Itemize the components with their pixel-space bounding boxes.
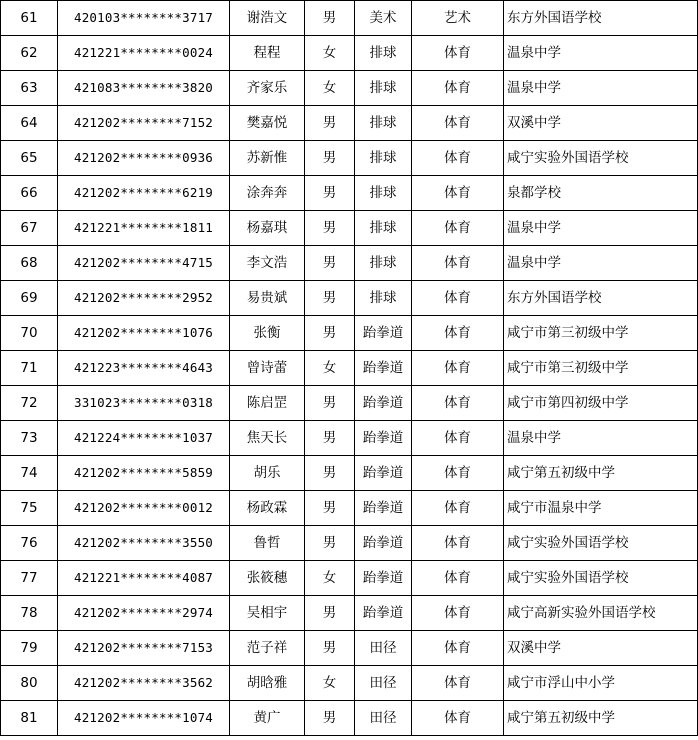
table-row — [1, 351, 698, 386]
row-number: 64 — [1, 106, 58, 141]
row-number: 79 — [1, 631, 58, 666]
specialty-category: 体育 — [412, 106, 504, 141]
specialty-category: 体育 — [412, 281, 504, 316]
gender: 男 — [305, 106, 355, 141]
student-name: 程程 — [230, 36, 305, 71]
table-body — [1, 1, 698, 736]
specialty-item: 跆拳道 — [355, 526, 412, 561]
specialty-item: 跆拳道 — [355, 386, 412, 421]
student-name: 张衡 — [230, 316, 305, 351]
id-number: 420103********3717 — [58, 1, 230, 36]
gender: 男 — [305, 526, 355, 561]
gender: 男 — [305, 386, 355, 421]
id-number: 421202********1076 — [58, 316, 230, 351]
specialty-item: 田径 — [355, 666, 412, 701]
specialty-category: 体育 — [412, 421, 504, 456]
specialty-category: 体育 — [412, 491, 504, 526]
specialty-category: 体育 — [412, 701, 504, 736]
table-row — [1, 141, 698, 176]
specialty-item: 跆拳道 — [355, 491, 412, 526]
row-number: 76 — [1, 526, 58, 561]
row-number: 81 — [1, 701, 58, 736]
school-name: 双溪中学 — [504, 106, 698, 141]
row-number: 65 — [1, 141, 58, 176]
id-number: 421202********2952 — [58, 281, 230, 316]
specialty-item: 排球 — [355, 211, 412, 246]
row-number: 66 — [1, 176, 58, 211]
table-row — [1, 1, 698, 36]
specialty-category: 体育 — [412, 666, 504, 701]
row-number: 75 — [1, 491, 58, 526]
id-number: 421202********5859 — [58, 456, 230, 491]
school-name: 温泉中学 — [504, 36, 698, 71]
specialty-category: 体育 — [412, 316, 504, 351]
table-row — [1, 316, 698, 351]
specialty-item: 跆拳道 — [355, 316, 412, 351]
student-name: 苏新惟 — [230, 141, 305, 176]
id-number: 421202********6219 — [58, 176, 230, 211]
row-number: 70 — [1, 316, 58, 351]
gender: 男 — [305, 596, 355, 631]
gender: 男 — [305, 176, 355, 211]
table-row — [1, 386, 698, 421]
student-name: 张筱穗 — [230, 561, 305, 596]
table-row — [1, 211, 698, 246]
specialty-category: 体育 — [412, 246, 504, 281]
student-name: 黄广 — [230, 701, 305, 736]
gender: 男 — [305, 141, 355, 176]
school-name: 温泉中学 — [504, 421, 698, 456]
school-name: 温泉中学 — [504, 71, 698, 106]
row-number: 63 — [1, 71, 58, 106]
student-name: 杨政霖 — [230, 491, 305, 526]
school-name: 咸宁市第四初级中学 — [504, 386, 698, 421]
school-name: 咸宁市第三初级中学 — [504, 316, 698, 351]
table-row — [1, 491, 698, 526]
specialty-item: 跆拳道 — [355, 421, 412, 456]
specialty-category: 体育 — [412, 211, 504, 246]
student-name: 焦天长 — [230, 421, 305, 456]
row-number: 68 — [1, 246, 58, 281]
row-number: 62 — [1, 36, 58, 71]
gender: 女 — [305, 71, 355, 106]
specialty-category: 体育 — [412, 456, 504, 491]
row-number: 78 — [1, 596, 58, 631]
id-number: 421221********1811 — [58, 211, 230, 246]
table-row — [1, 526, 698, 561]
table-row — [1, 106, 698, 141]
table-row — [1, 421, 698, 456]
school-name: 温泉中学 — [504, 246, 698, 281]
table-row — [1, 176, 698, 211]
gender: 男 — [305, 421, 355, 456]
student-name: 胡乐 — [230, 456, 305, 491]
student-name: 杨嘉琪 — [230, 211, 305, 246]
table-row — [1, 456, 698, 491]
row-number: 71 — [1, 351, 58, 386]
id-number: 421202********4715 — [58, 246, 230, 281]
id-number: 331023********0318 — [58, 386, 230, 421]
student-name: 涂奔奔 — [230, 176, 305, 211]
row-number: 73 — [1, 421, 58, 456]
id-number: 421202********0012 — [58, 491, 230, 526]
gender: 男 — [305, 316, 355, 351]
school-name: 咸宁实验外国语学校 — [504, 141, 698, 176]
id-number: 421202********1074 — [58, 701, 230, 736]
specialty-item: 田径 — [355, 701, 412, 736]
specialty-category: 体育 — [412, 526, 504, 561]
student-name: 谢浩文 — [230, 1, 305, 36]
school-name: 温泉中学 — [504, 211, 698, 246]
gender: 女 — [305, 666, 355, 701]
school-name: 东方外国语学校 — [504, 1, 698, 36]
gender: 男 — [305, 701, 355, 736]
specialty-item: 跆拳道 — [355, 456, 412, 491]
gender: 男 — [305, 246, 355, 281]
specialty-item: 跆拳道 — [355, 596, 412, 631]
specialty-item: 排球 — [355, 106, 412, 141]
student-name: 吴相宇 — [230, 596, 305, 631]
specialty-item: 美术 — [355, 1, 412, 36]
gender: 男 — [305, 211, 355, 246]
id-number: 421202********3550 — [58, 526, 230, 561]
school-name: 咸宁市温泉中学 — [504, 491, 698, 526]
table-row — [1, 701, 698, 736]
specialty-category: 体育 — [412, 351, 504, 386]
id-number: 421221********0024 — [58, 36, 230, 71]
row-number: 80 — [1, 666, 58, 701]
specialty-item: 排球 — [355, 36, 412, 71]
specialty-category: 体育 — [412, 386, 504, 421]
table-row — [1, 281, 698, 316]
table-row — [1, 71, 698, 106]
specialty-category: 体育 — [412, 596, 504, 631]
table-row — [1, 246, 698, 281]
school-name: 咸宁第五初级中学 — [504, 701, 698, 736]
student-name: 胡晗雅 — [230, 666, 305, 701]
id-number: 421202********7152 — [58, 106, 230, 141]
school-name: 泉都学校 — [504, 176, 698, 211]
specialty-category: 体育 — [412, 71, 504, 106]
school-name: 咸宁实验外国语学校 — [504, 561, 698, 596]
specialty-category: 体育 — [412, 36, 504, 71]
gender: 女 — [305, 561, 355, 596]
student-name: 曾诗蕾 — [230, 351, 305, 386]
row-number: 74 — [1, 456, 58, 491]
table-row — [1, 666, 698, 701]
student-name: 鲁哲 — [230, 526, 305, 561]
gender: 男 — [305, 1, 355, 36]
student-name: 易贵斌 — [230, 281, 305, 316]
school-name: 咸宁市第三初级中学 — [504, 351, 698, 386]
school-name: 咸宁第五初级中学 — [504, 456, 698, 491]
school-name: 东方外国语学校 — [504, 281, 698, 316]
specialty-item: 跆拳道 — [355, 351, 412, 386]
id-number: 421221********4087 — [58, 561, 230, 596]
specialty-item: 田径 — [355, 631, 412, 666]
specialty-item: 排球 — [355, 281, 412, 316]
specialty-category: 体育 — [412, 561, 504, 596]
row-number: 72 — [1, 386, 58, 421]
id-number: 421202********3562 — [58, 666, 230, 701]
school-name: 双溪中学 — [504, 631, 698, 666]
student-name: 齐家乐 — [230, 71, 305, 106]
school-name: 咸宁高新实验外国语学校 — [504, 596, 698, 631]
specialty-category: 体育 — [412, 141, 504, 176]
specialty-item: 排球 — [355, 176, 412, 211]
id-number: 421223********4643 — [58, 351, 230, 386]
gender: 男 — [305, 281, 355, 316]
id-number: 421202********2974 — [58, 596, 230, 631]
id-number: 421202********7153 — [58, 631, 230, 666]
student-name: 范子祥 — [230, 631, 305, 666]
id-number: 421083********3820 — [58, 71, 230, 106]
specialty-item: 跆拳道 — [355, 561, 412, 596]
specialty-item: 排球 — [355, 141, 412, 176]
row-number: 69 — [1, 281, 58, 316]
specialty-category: 体育 — [412, 176, 504, 211]
gender: 女 — [305, 36, 355, 71]
school-name: 咸宁实验外国语学校 — [504, 526, 698, 561]
id-number: 421202********0936 — [58, 141, 230, 176]
gender: 男 — [305, 491, 355, 526]
student-name: 樊嘉悦 — [230, 106, 305, 141]
specialty-item: 排球 — [355, 71, 412, 106]
table-row — [1, 36, 698, 71]
id-number: 421224********1037 — [58, 421, 230, 456]
specialty-category: 艺术 — [412, 1, 504, 36]
gender: 女 — [305, 351, 355, 386]
table-row — [1, 631, 698, 666]
table-row — [1, 596, 698, 631]
gender: 男 — [305, 456, 355, 491]
school-name: 咸宁市浮山中小学 — [504, 666, 698, 701]
row-number: 67 — [1, 211, 58, 246]
student-name: 陈启罡 — [230, 386, 305, 421]
student-name: 李文浩 — [230, 246, 305, 281]
row-number: 61 — [1, 1, 58, 36]
specialty-item: 排球 — [355, 246, 412, 281]
specialty-category: 体育 — [412, 631, 504, 666]
gender: 男 — [305, 631, 355, 666]
row-number: 77 — [1, 561, 58, 596]
table-row — [1, 561, 698, 596]
